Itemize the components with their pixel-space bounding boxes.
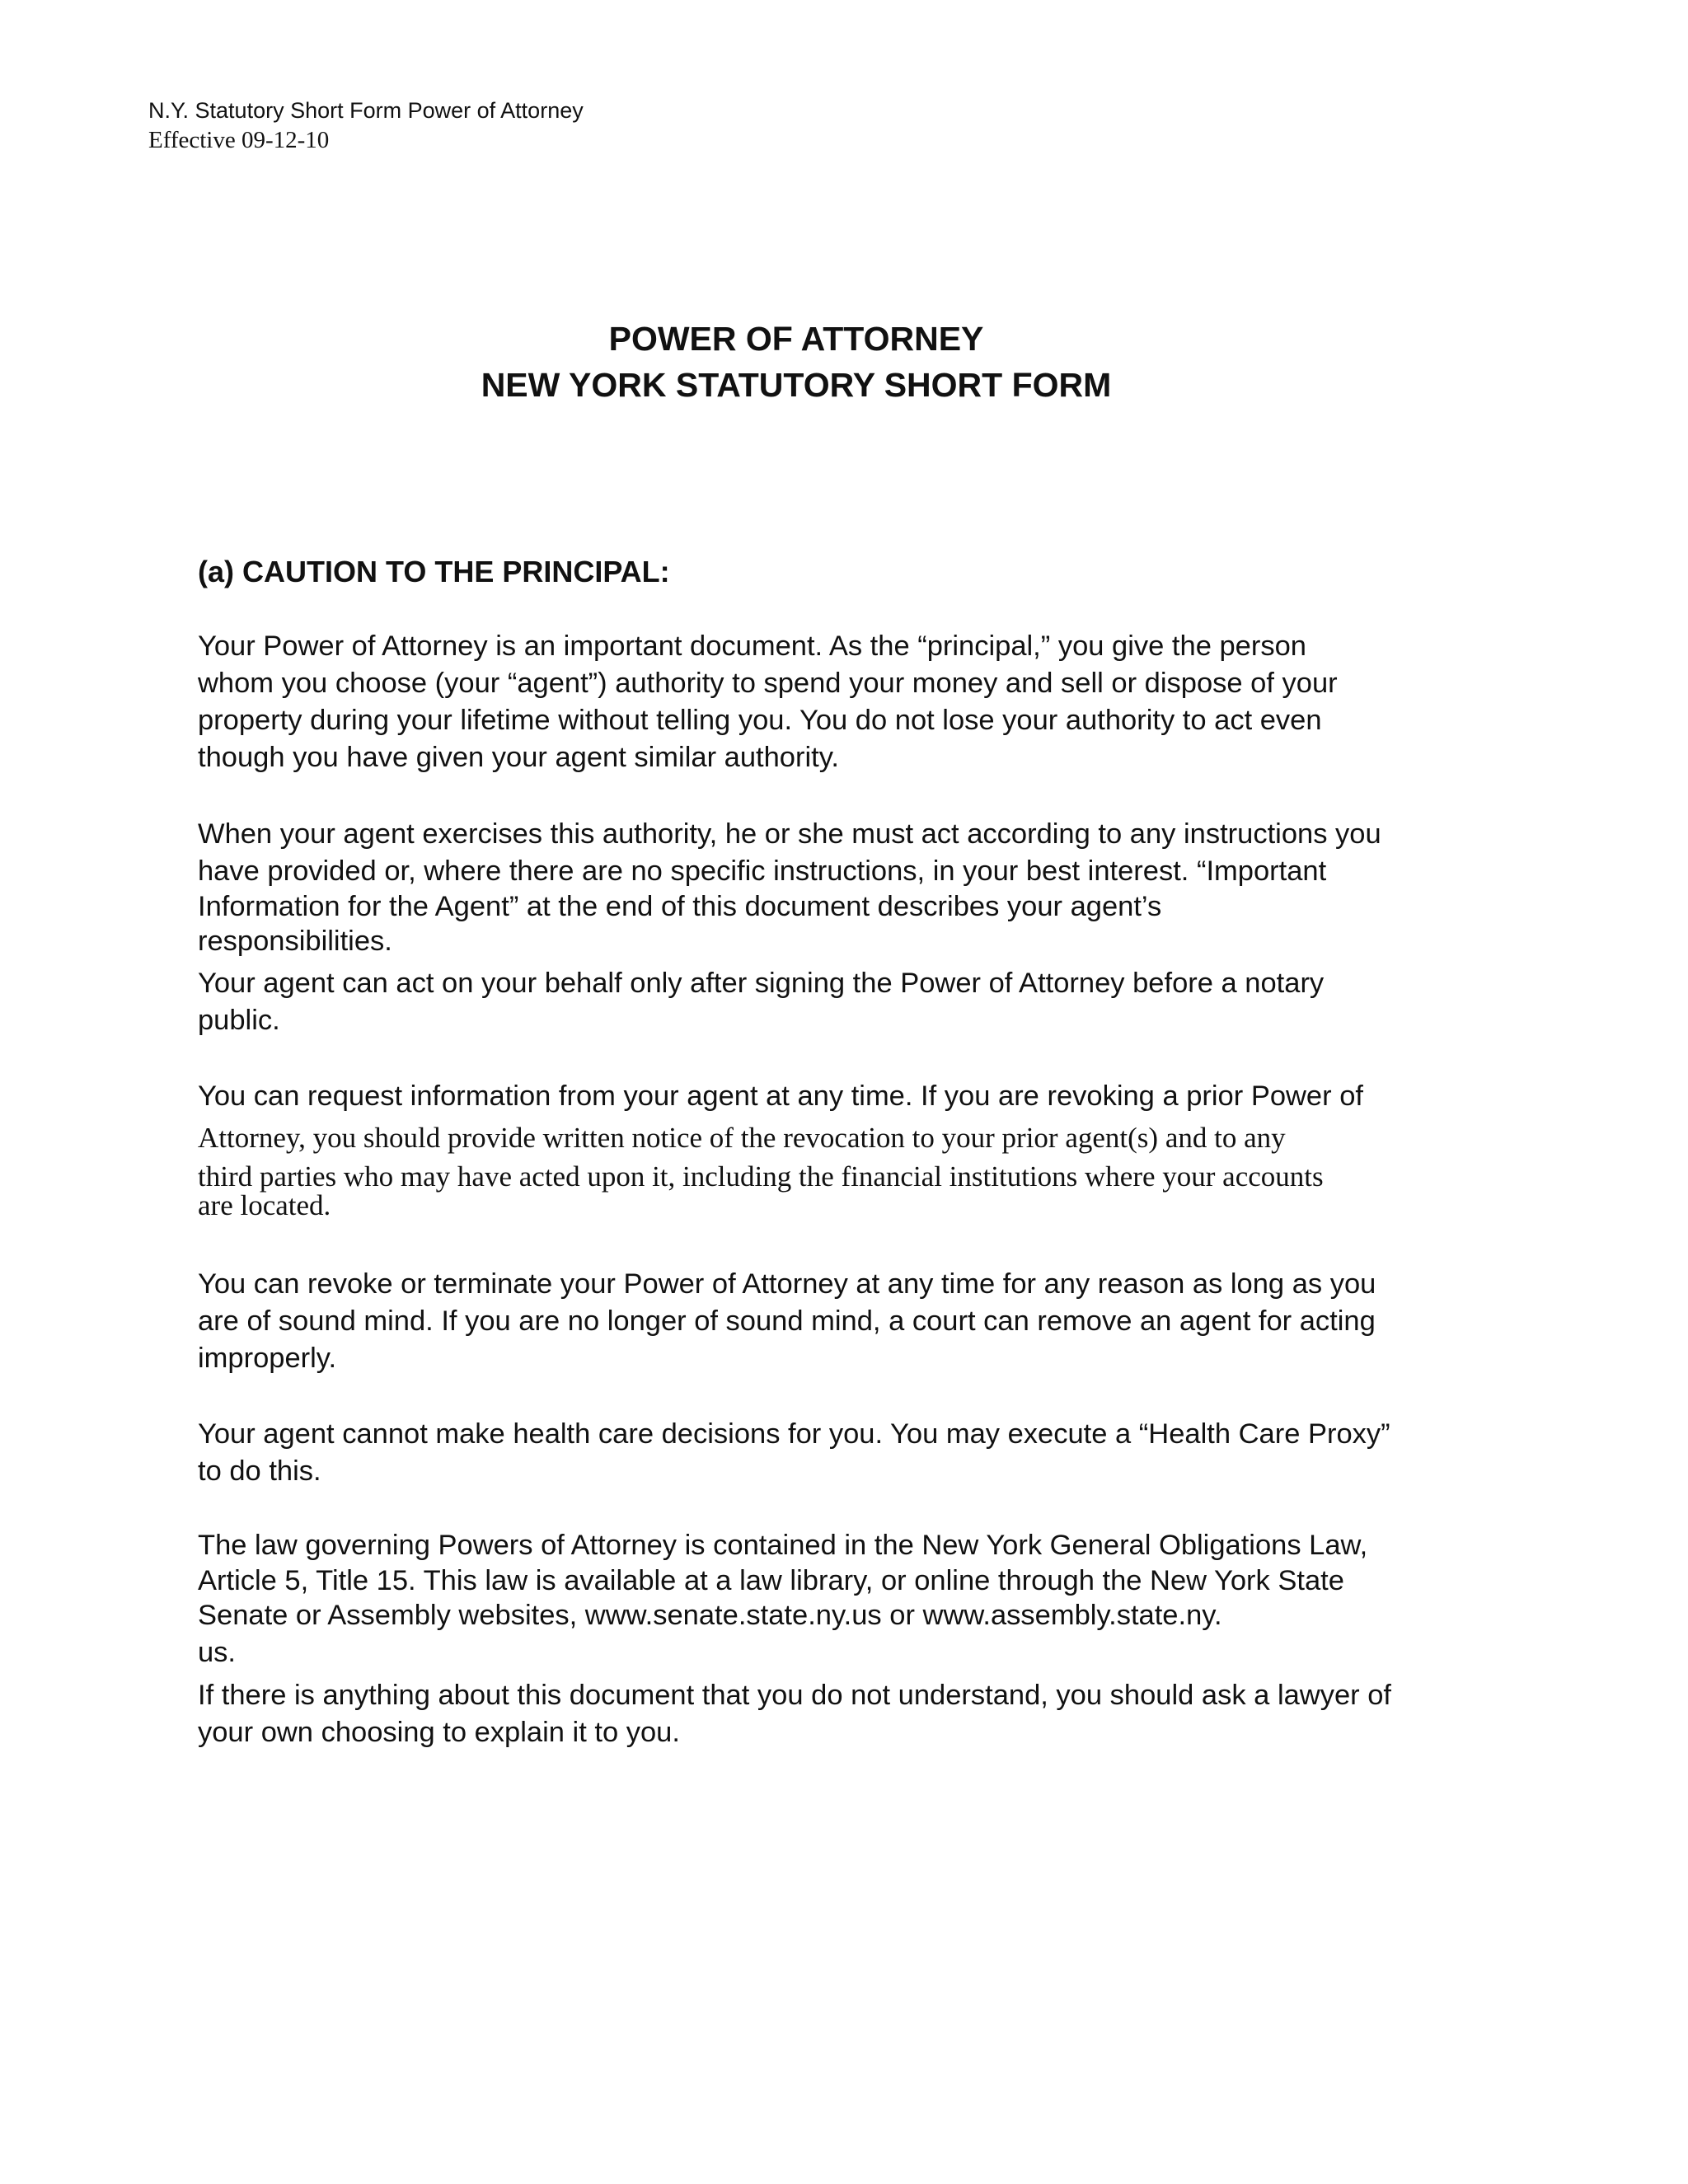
text-line: us. [198,1637,237,1668]
text-line: If there is anything about this document that you do not understand, you should ask a lawyer of [198,1680,1391,1711]
paragraph-health-care [198,1416,1525,1490]
text-line: whom you choose (your “agent”) authority to spend your money and sell or dispose of your [198,668,1338,699]
text-line: Article 5, Title 15. This law is available at a law library, or online through the New York State [198,1565,1344,1596]
text-line: You can revoke or terminate your Power of Attorney at any time for any reason as long as you [198,1268,1376,1300]
text-line: public. [198,1005,280,1036]
form-name-header: N.Y. Statutory Short Form Power of Attorney [148,98,584,123]
effective-date-header: Effective 09-12-10 [148,127,330,153]
text-line: The law governing Powers of Attorney is contained in the New York General Obligations Law, [198,1530,1368,1561]
text-line: When your agent exercises this authority, he or she must act according to any instructions you [198,818,1381,850]
paragraph-notary [198,965,1525,1039]
text-line: improperly. [198,1343,337,1374]
paragraph-revoke [198,1266,1525,1377]
text-line: Information for the Agent” at the end of this document describes your agent’s [198,891,1162,922]
paragraph-principal-overview [198,628,1525,776]
text-line: have provided or, where there are no specific instructions, in your best interest. “Important [198,855,1327,887]
text-line: though you have given your agent similar authority. [198,742,839,773]
text-line: third parties who may have acted upon it, including the financial institutions where your accounts [198,1160,1324,1193]
paragraph-ask-lawyer [198,1677,1525,1751]
text-line: your own choosing to explain it to you. [198,1717,680,1748]
paragraph-agent-instructions [198,816,1525,960]
paragraph-request-information [198,1078,1525,1221]
section-heading: (a) CAUTION TO THE PRINCIPAL: [198,555,670,588]
text-line: responsibilities. [198,926,392,957]
text-line: Attorney, you should provide written notice of the revocation to your prior agent(s) and to any [198,1122,1286,1154]
paragraph-governing-law [198,1527,1525,1671]
text-line: You can request information from your agent at any time. If you are revoking a prior Power of [198,1080,1363,1112]
text-line: are located. [198,1189,331,1221]
text-line: Senate or Assembly websites, www.senate.state.ny.us or www.assembly.state.ny. [198,1600,1222,1631]
document-title-line-2: NEW YORK STATUTORY SHORT FORM [481,366,1112,404]
text-line: Your agent cannot make health care decisions for you. You may execute a “Health Care Proxy” [198,1418,1390,1450]
document-title-line-1: POWER OF ATTORNEY [608,320,984,358]
text-line: to do this. [198,1455,321,1487]
text-line: Your Power of Attorney is an important document. As the “principal,” you give the person [198,630,1306,662]
text-line: property during your lifetime without telling you. You do not lose your authority to act even [198,705,1322,736]
text-line: Your agent can act on your behalf only after signing the Power of Attorney before a notary [198,968,1325,999]
text-line: are of sound mind. If you are no longer of sound mind, a court can remove an agent for acting [198,1305,1376,1337]
